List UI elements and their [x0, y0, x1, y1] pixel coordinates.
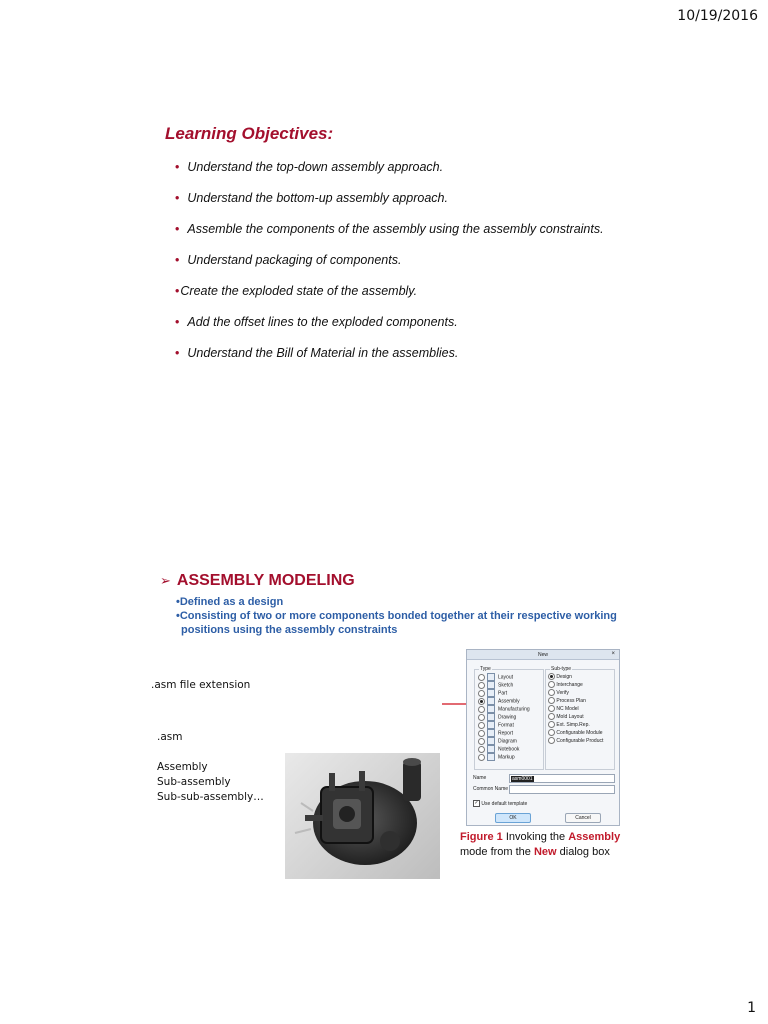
- type-option-markup[interactable]: Markup: [478, 753, 515, 761]
- subtitle-line: •Defined as a design: [176, 596, 284, 608]
- subtype-option-verify[interactable]: Verify: [548, 689, 569, 696]
- report-icon: [487, 729, 495, 737]
- radio-button[interactable]: [548, 689, 555, 696]
- radio-button-selected[interactable]: [478, 698, 485, 705]
- radio-button[interactable]: [548, 737, 555, 744]
- type-group-label: Type: [480, 666, 491, 672]
- type-option-assembly[interactable]: Assembly: [478, 697, 520, 705]
- name-input[interactable]: [509, 774, 615, 783]
- radio-button[interactable]: [478, 714, 485, 721]
- radio-button[interactable]: [478, 722, 485, 729]
- asm-extension-note: .asm file extension: [151, 679, 251, 691]
- type-option-layout[interactable]: Layout: [478, 673, 513, 681]
- assembly-icon: [487, 697, 495, 705]
- radio-button[interactable]: [478, 738, 485, 745]
- name-label: Name: [473, 775, 487, 781]
- radio-button[interactable]: [478, 690, 485, 697]
- subtype-option-mold-layout[interactable]: Mold Layout: [548, 713, 584, 720]
- type-option-part[interactable]: Part: [478, 689, 507, 697]
- subtype-option-interchange[interactable]: Interchange: [548, 681, 583, 688]
- learning-objectives-title: Learning Objectives:: [165, 124, 334, 143]
- bullet-icon: •: [175, 315, 180, 329]
- radio-button-selected[interactable]: [548, 673, 555, 680]
- radio-button[interactable]: [548, 681, 555, 688]
- bullet-icon: •: [175, 222, 180, 236]
- objective-item: • Understand packaging of components.: [175, 253, 402, 267]
- radio-button[interactable]: [478, 746, 485, 753]
- caption-highlight: Assembly: [568, 831, 621, 843]
- part-icon: [487, 689, 495, 697]
- radio-button[interactable]: [478, 682, 485, 689]
- bullet-icon: •: [175, 253, 180, 267]
- ok-button[interactable]: OK: [495, 813, 531, 823]
- bullet-icon: •: [175, 284, 180, 298]
- sketch-icon: [487, 681, 495, 689]
- new-dialog: [466, 649, 620, 826]
- radio-button[interactable]: [478, 674, 485, 681]
- dialog-title: New: [537, 652, 548, 658]
- type-option-manufacturing[interactable]: Manufacturing: [478, 705, 530, 713]
- subtype-option-process-plan[interactable]: Process Plan: [548, 697, 586, 704]
- subtype-option-nc-model[interactable]: NC Model: [548, 705, 579, 712]
- layout-icon: [487, 673, 495, 681]
- radio-button[interactable]: [548, 729, 555, 736]
- type-option-format[interactable]: Format: [478, 721, 514, 729]
- pump-illustration: [285, 753, 440, 879]
- objective-item: • Understand the Bill of Material in the assemblies.: [175, 346, 459, 360]
- objective-item: • Add the offset lines to the exploded components.: [175, 315, 458, 329]
- type-option-report[interactable]: Report: [478, 729, 513, 737]
- objective-item: •Create the exploded state of the assembly.: [175, 284, 418, 298]
- pump-assembly-image: [285, 753, 440, 879]
- assembly-modeling-title: ➢ ASSEMBLY MODELING: [160, 572, 355, 589]
- type-option-notebook[interactable]: Notebook: [478, 745, 519, 753]
- type-option-sketch[interactable]: Sketch: [478, 681, 513, 689]
- radio-button[interactable]: [548, 697, 555, 704]
- radio-button[interactable]: [548, 713, 555, 720]
- close-icon[interactable]: ×: [611, 651, 615, 657]
- manufacturing-icon: [487, 705, 495, 713]
- radio-button[interactable]: [478, 730, 485, 737]
- notebook-icon: [487, 745, 495, 753]
- markup-icon: [487, 753, 495, 761]
- cancel-button[interactable]: Cancel: [565, 813, 601, 823]
- subtype-option-configurable-product[interactable]: Configurable Product: [548, 737, 603, 744]
- objective-item: • Understand the top-down assembly approach.: [175, 160, 444, 174]
- subtype-option-design[interactable]: Design: [548, 673, 572, 680]
- checkbox-checked-icon[interactable]: ✓: [474, 800, 479, 806]
- subtype-option-configurable-module[interactable]: Configurable Module: [548, 729, 603, 736]
- assembly-level: Assembly: [157, 761, 208, 773]
- page-number: 1: [747, 1000, 756, 1016]
- subtitle-line: positions using the assembly constraints: [181, 624, 398, 636]
- use-default-template-checkbox[interactable]: ✓ Use default template: [474, 800, 528, 807]
- common-name-input[interactable]: [509, 785, 615, 794]
- format-icon: [487, 721, 495, 729]
- arrow-bullet-icon: ➢: [160, 574, 171, 589]
- radio-button[interactable]: [478, 754, 485, 761]
- bullet-icon: •: [175, 160, 180, 174]
- caption-highlight: New: [533, 846, 557, 858]
- radio-button[interactable]: [548, 721, 555, 728]
- subtype-group-label: Sub-type: [551, 666, 572, 672]
- type-option-drawing[interactable]: Drawing: [478, 713, 516, 721]
- bullet-icon: •: [175, 191, 180, 205]
- radio-button[interactable]: [548, 705, 555, 712]
- bullet-icon: •: [175, 346, 180, 360]
- diagram-icon: [487, 737, 495, 745]
- drawing-icon: [487, 713, 495, 721]
- subtitle-line: •Consisting of two or more components bonded together at their respective working: [176, 610, 617, 622]
- asm-note: .asm: [157, 731, 183, 743]
- objective-item: • Assemble the components of the assembly using the assembly constraints.: [175, 222, 604, 236]
- objectives-list: [175, 160, 604, 377]
- objective-item: • Understand the bottom-up assembly approach.: [175, 191, 448, 205]
- figure-number: Figure 1: [460, 831, 503, 843]
- assembly-level: Sub-sub-assembly…: [157, 791, 264, 803]
- assembly-level: Sub-assembly: [157, 776, 231, 788]
- radio-button[interactable]: [478, 706, 485, 713]
- subtype-option-ext-simp-rep[interactable]: Ext. Simp.Rep.: [548, 721, 590, 728]
- common-name-label: Common Name: [473, 786, 509, 792]
- name-value: asm0001: [512, 776, 533, 782]
- figure-caption: Figure 1 Invoking the Assembly mode from the New dialog box: [460, 831, 621, 858]
- dialog-titlebar: [467, 650, 619, 660]
- type-option-diagram[interactable]: Diagram: [478, 737, 517, 745]
- page-date: 10/19/2016: [677, 8, 758, 24]
